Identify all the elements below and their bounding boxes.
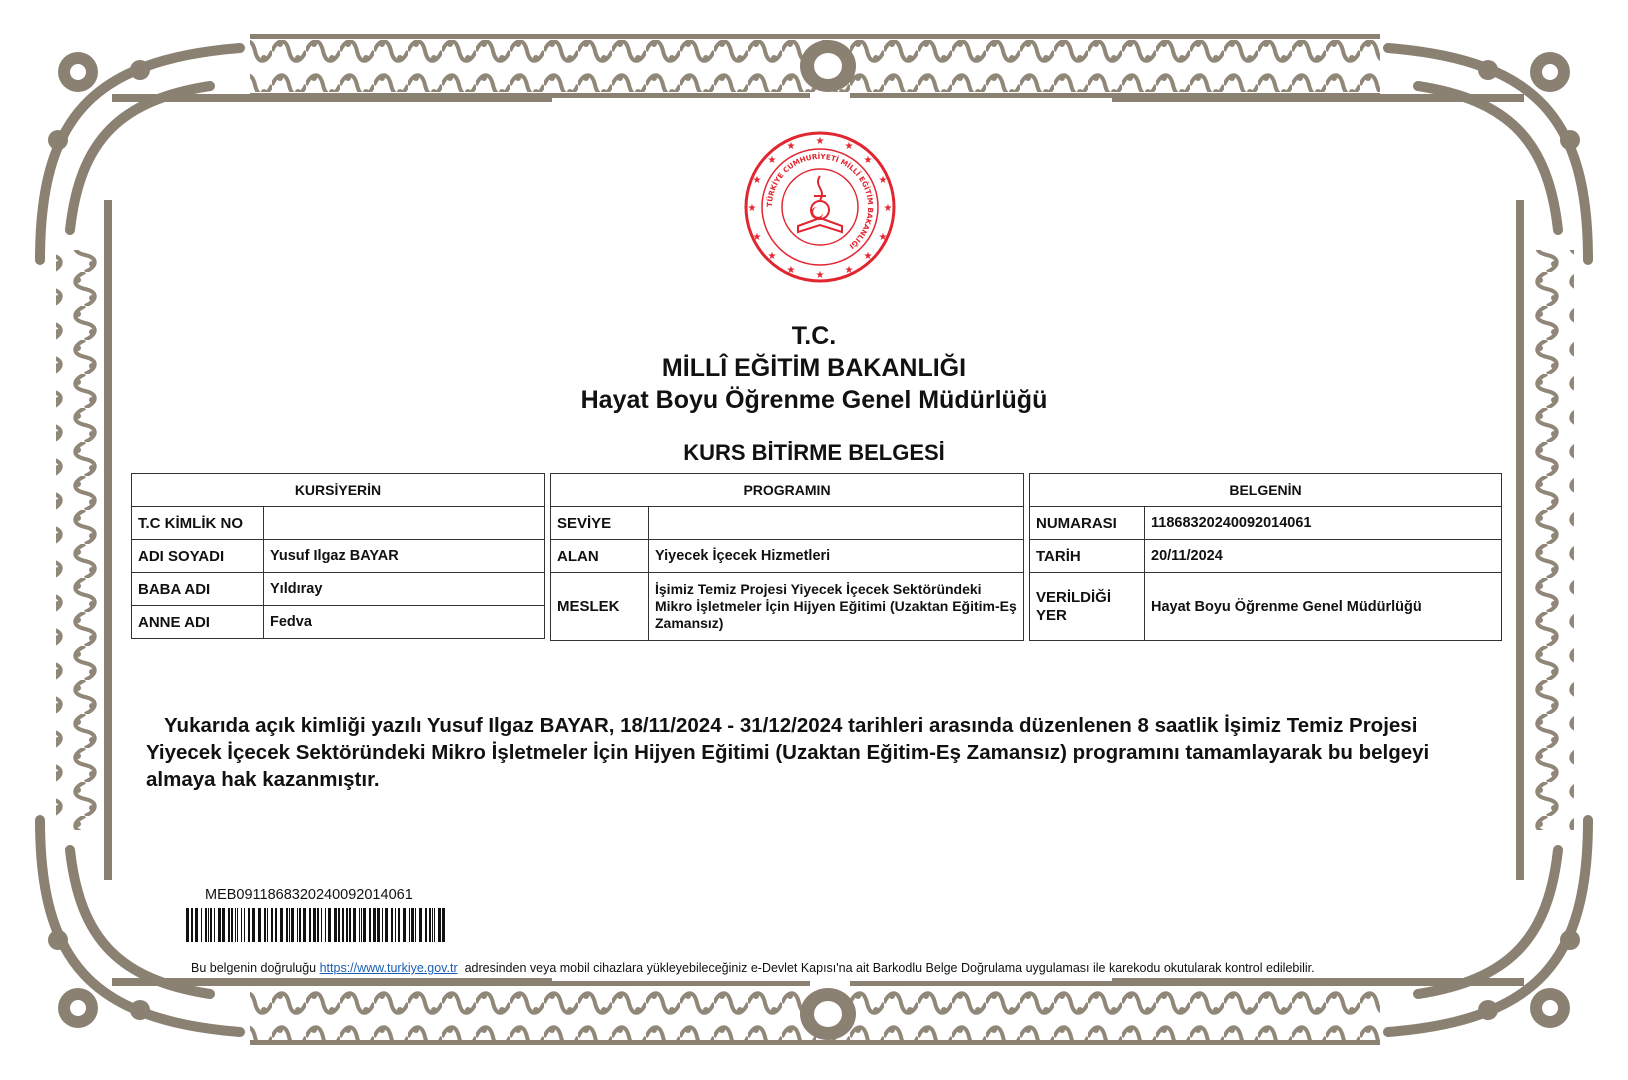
trainee-id-value bbox=[264, 507, 545, 540]
barcode-number: MEB0911868320240092014061 bbox=[205, 887, 413, 903]
svg-text:★: ★ bbox=[752, 232, 762, 243]
program-field-label: ALAN bbox=[551, 540, 649, 573]
program-level-value bbox=[649, 507, 1024, 540]
trainee-mother-label: ANNE ADI bbox=[132, 606, 264, 639]
certificate-number-value: 11868320240092014061 bbox=[1145, 507, 1502, 540]
table-row bbox=[1030, 507, 1502, 540]
svg-text:★: ★ bbox=[815, 136, 825, 147]
svg-text:★: ★ bbox=[878, 175, 888, 186]
verification-link[interactable]: https://www.turkiye.gov.tr bbox=[319, 961, 458, 975]
certificate-header: BELGENİN bbox=[1030, 474, 1502, 507]
header-tc: T.C. bbox=[791, 322, 837, 350]
trainee-name-label: ADI SOYADI bbox=[132, 540, 264, 573]
program-header: PROGRAMIN bbox=[551, 474, 1024, 507]
table-row bbox=[132, 507, 545, 540]
trainee-father-label: BABA ADI bbox=[132, 573, 264, 606]
verification-suffix: adresinden veya mobil cihazlara yükleyebileceğiniz e-Devlet Kapısı'na ait Barkodlu Belge Doğrulama uygulaması ile karekodu okutularak kontrol edilebilir. bbox=[464, 961, 1315, 975]
trainee-id-label: T.C KİMLİK NO bbox=[132, 507, 264, 540]
header-ministry: MİLLÎ EĞİTİM BAKANLIĞI bbox=[661, 354, 967, 382]
table-row bbox=[551, 573, 1024, 641]
trainee-name-value: Yusuf Ilgaz BAYAR bbox=[264, 540, 545, 573]
table-row bbox=[551, 507, 1024, 540]
verification-prefix: Bu belgenin doğruluğu bbox=[191, 961, 317, 975]
certificate-date-label: TARİH bbox=[1030, 540, 1145, 573]
program-level-label: SEVİYE bbox=[551, 507, 649, 540]
svg-text:★: ★ bbox=[883, 203, 893, 214]
svg-text:★: ★ bbox=[767, 155, 777, 166]
svg-text:★: ★ bbox=[752, 175, 762, 186]
table-row bbox=[1030, 573, 1502, 641]
ministry-seal-icon bbox=[743, 130, 897, 284]
svg-text:★: ★ bbox=[844, 141, 854, 152]
program-field-value: Yiyecek İçecek Hizmetleri bbox=[649, 540, 1024, 573]
certificate-table bbox=[1029, 473, 1502, 641]
table-row bbox=[132, 573, 545, 606]
table-row bbox=[551, 540, 1024, 573]
verification-note bbox=[191, 961, 1315, 975]
table-row bbox=[132, 540, 545, 573]
certificate-place-value: Hayat Boyu Öğrenme Genel Müdürlüğü bbox=[1145, 573, 1502, 641]
certificate-number-label: NUMARASI bbox=[1030, 507, 1145, 540]
barcode-icon bbox=[186, 908, 448, 942]
seal-ring-text: TÜRKİYE CUMHURİYETİ MİLLÎ EĞİTİM BAKANLIĞI bbox=[764, 151, 876, 251]
svg-text:★: ★ bbox=[786, 265, 796, 276]
table-row bbox=[1030, 540, 1502, 573]
svg-text:★: ★ bbox=[863, 251, 873, 262]
trainee-father-value: Yıldıray bbox=[264, 573, 545, 606]
certificate-date-value: 20/11/2024 bbox=[1145, 540, 1502, 573]
completion-statement: Yukarıda açık kimliği yazılı Yusuf Ilgaz BAYAR, 18/11/2024 - 31/12/2024 tarihleri arasında düzenlenen 8 saatlik İşimiz Temiz Projesi Yiyecek İçecek Sektöründeki Mikro İşletmeler İçin Hijyen Eğitimi (Uzaktan Eğitim-Eş Zamansız) programını tamamlayarak bu belgeyi almaya hak kazanmıştır. bbox=[146, 714, 1430, 791]
svg-text:★: ★ bbox=[747, 203, 757, 214]
header-directorate: Hayat Boyu Öğrenme Genel Müdürlüğü bbox=[580, 386, 1048, 414]
svg-text:★: ★ bbox=[863, 155, 873, 166]
document-title: KURS BİTİRME BELGESİ bbox=[683, 440, 945, 465]
svg-text:★: ★ bbox=[844, 265, 854, 276]
svg-text:★: ★ bbox=[815, 270, 825, 281]
program-occupation-label: MESLEK bbox=[551, 573, 649, 641]
trainee-header: KURSİYERİN bbox=[132, 474, 545, 507]
certificate-place-label: VERİLDİĞİ YER bbox=[1030, 573, 1145, 641]
table-row bbox=[132, 606, 545, 639]
program-occupation-value: İşimiz Temiz Projesi Yiyecek İçecek Sektöründeki Mikro İşletmeler İçin Hijyen Eğitimi (Uzaktan Eğitim-Eş Zamansız) bbox=[649, 573, 1024, 641]
svg-text:★: ★ bbox=[786, 141, 796, 152]
svg-text:★: ★ bbox=[767, 251, 777, 262]
program-table bbox=[550, 473, 1024, 641]
svg-text:★: ★ bbox=[878, 232, 888, 243]
trainee-mother-value: Fedva bbox=[264, 606, 545, 639]
trainee-table bbox=[131, 473, 545, 639]
